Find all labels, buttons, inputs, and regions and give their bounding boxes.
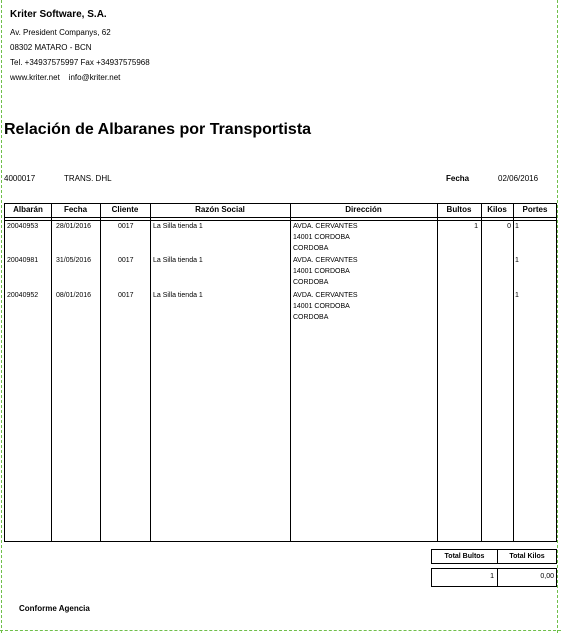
row-direccion-line: CORDOBA — [293, 245, 329, 252]
row-fecha: 31/05/2016 — [56, 257, 92, 264]
row-razon-social: La Silla tienda 1 — [153, 223, 203, 230]
header-separator — [5, 217, 556, 218]
carrier-code: 4000017 — [4, 174, 36, 183]
header-separator-2 — [5, 220, 556, 221]
column-divider — [51, 204, 52, 541]
row-fecha: 28/01/2016 — [56, 223, 92, 230]
company-web-email: www.kriter.net info@kriter.net — [10, 73, 121, 82]
column-divider — [290, 204, 291, 541]
row-direccion-line: 14001 CORDOBA — [293, 303, 350, 310]
header-razon-social: Razón Social — [195, 205, 245, 214]
row-albaran: 20040952 — [7, 292, 39, 299]
row-direccion-line: 14001 CORDOBA — [293, 268, 350, 275]
header-albaran: Albarán — [13, 205, 43, 214]
header-direccion: Dirección — [345, 205, 382, 214]
total-bultos-label: Total Bultos — [444, 553, 485, 560]
column-divider — [513, 204, 514, 541]
row-albaran: 20040953 — [7, 223, 39, 230]
row-cliente: 0017 — [118, 257, 134, 264]
column-divider — [481, 204, 482, 541]
totals-header — [431, 549, 557, 564]
header-bultos: Bultos — [446, 205, 472, 214]
row-fecha: 08/01/2016 — [56, 292, 92, 299]
delivery-notes-table — [4, 203, 557, 542]
signature-label: Conforme Agencia — [19, 604, 90, 613]
page-border-bottom — [0, 630, 561, 631]
row-direccion-line: AVDA. CERVANTES — [293, 257, 358, 264]
report-title: Relación de Albaranes por Transportista — [4, 121, 312, 138]
row-kilos: 0 — [507, 223, 511, 230]
row-direccion-line: 14001 CORDOBA — [293, 234, 350, 241]
row-portes: 1 — [515, 292, 519, 299]
total-kilos-value: 0,00 — [540, 573, 554, 580]
row-cliente: 0017 — [118, 223, 134, 230]
page-border-right — [557, 0, 558, 633]
row-razon-social: La Silla tienda 1 — [153, 292, 203, 299]
carrier-name: TRANS. DHL — [64, 174, 112, 183]
row-direccion-line: CORDOBA — [293, 314, 329, 321]
company-address: Av. President Companys, 62 — [10, 28, 111, 37]
total-bultos-value: 1 — [490, 573, 494, 580]
date-value: 02/06/2016 — [498, 174, 539, 183]
row-cliente: 0017 — [118, 292, 134, 299]
company-name: Kriter Software, S.A. — [10, 9, 107, 20]
header-fecha: Fecha — [63, 205, 88, 214]
company-phone: Tel. +34937575997 Fax +34937575968 — [10, 58, 150, 67]
page-border-left — [1, 0, 2, 633]
row-direccion-line: AVDA. CERVANTES — [293, 223, 358, 230]
header-portes: Portes — [522, 205, 548, 214]
header-kilos: Kilos — [487, 205, 507, 214]
row-razon-social: La Silla tienda 1 — [153, 257, 203, 264]
date-label: Fecha — [446, 174, 470, 183]
row-direccion-line: AVDA. CERVANTES — [293, 292, 358, 299]
company-city: 08302 MATARO - BCN — [10, 43, 92, 52]
row-bultos: 1 — [474, 223, 478, 230]
row-portes: 1 — [515, 257, 519, 264]
row-portes: 1 — [515, 223, 519, 230]
totals-values — [431, 568, 557, 587]
row-direccion-line: CORDOBA — [293, 279, 329, 286]
row-albaran: 20040981 — [7, 257, 39, 264]
column-divider — [150, 204, 151, 541]
column-divider — [100, 204, 101, 541]
column-divider — [437, 204, 438, 541]
header-cliente: Cliente — [111, 205, 139, 214]
total-kilos-label: Total Kilos — [509, 553, 545, 560]
